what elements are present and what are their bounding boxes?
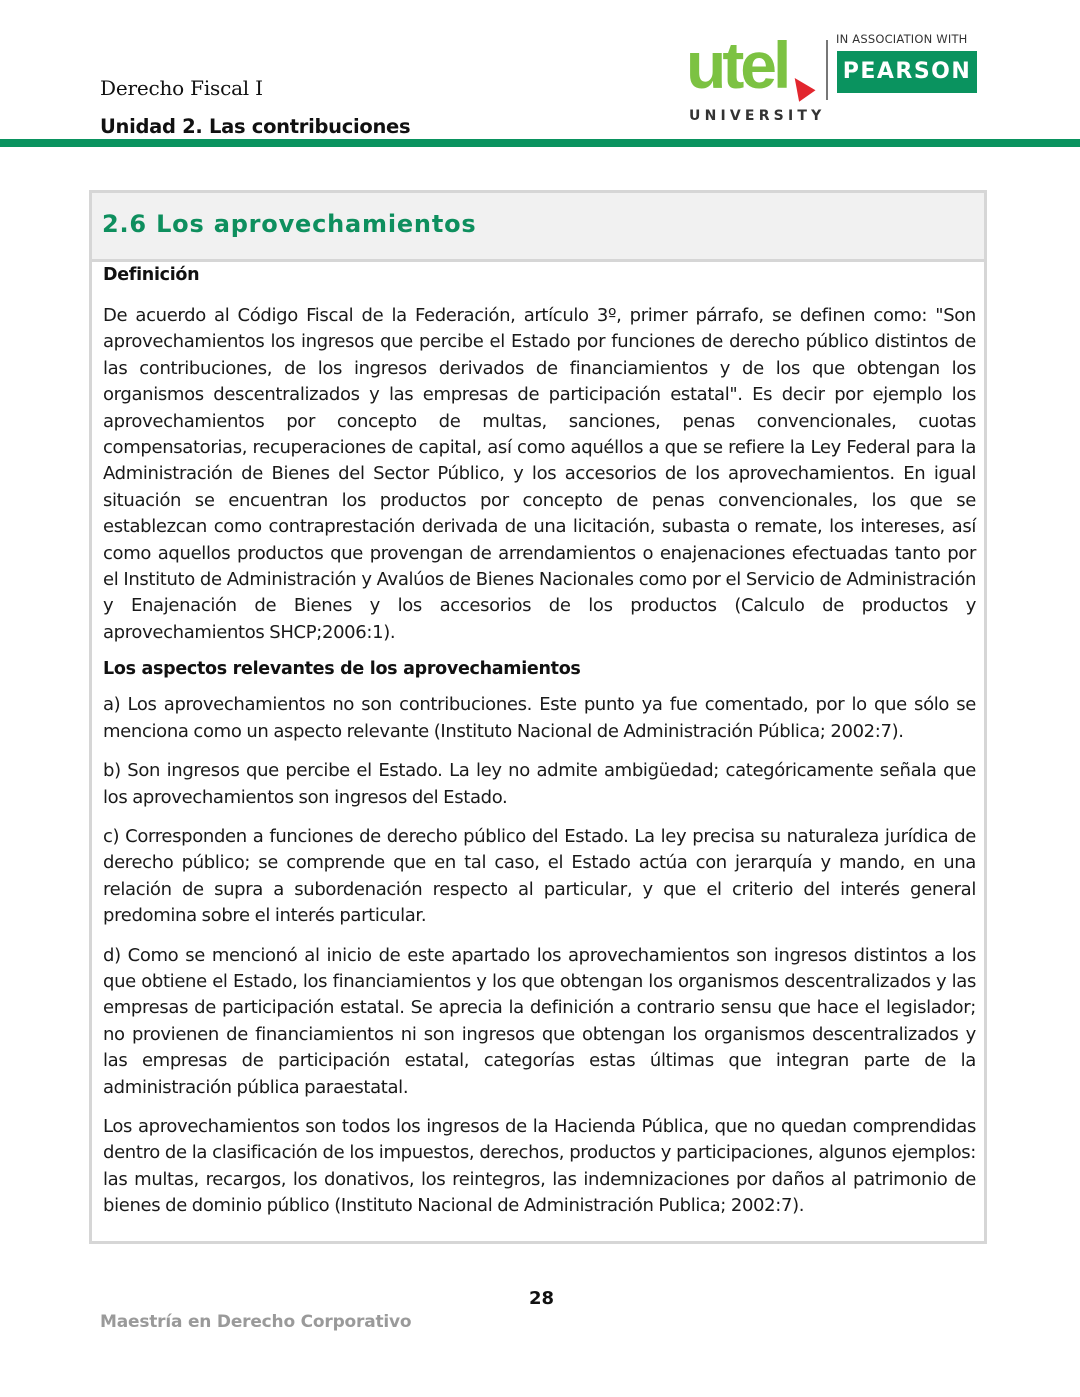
cursor-arrow-icon [786, 72, 815, 101]
closing-paragraph: Los aprovechamientos son todos los ingresos de la Hacienda Pública, que no quedan comprendidas dentro de la clasificación de los impuestos, derechos, productos y participaciones, algunos ejemplos: las multas, recargos, los donativos, los reintegros, las indemnizaciones por daños al patrimonio de bienes de dominio público (Instituto Nacional de Administración Publica; 2002:7). [103, 1115, 976, 1217]
utel-wordmark: utel [686, 28, 788, 102]
aspects-heading: Los aspectos relevantes de los aprovechamientos [103, 659, 581, 680]
program-footer: Maestría en Derecho Corporativo [100, 1312, 412, 1332]
definition-heading: Definición [103, 265, 200, 285]
logo-separator [826, 40, 828, 100]
unit-title: Unidad 2. Las contribuciones [100, 115, 411, 138]
definition-paragraph: De acuerdo al Código Fiscal de la Federación, artículo 3º, primer párrafo, se definen como: "Son aprovechamientos los ingresos que percibe el Estado por funciones de derecho público distintos de las contribuciones, de los ingresos derivados de financiamientos y de los que obtengan los organismos descentralizados y las empresas de participación estatal". Es decir por ejemplo los aprovechamientos por concepto de multas, sanciones, penas convencionales, cuotas compensatorias, recuperaciones de capital, así como aquéllos a que se refiere la Ley Federal para la Administración de Bienes del Sector Público, y los accesorios de los aprovechamientos. En igual situación se encuentran los productos por concepto de penas convencionales, los que se establezcan como contraprestación derivada de una licitación, subasta o remate, los intereses, así como aquellos productos que provengan de arrendamientos o enajenaciones efectuadas tanto por el Instituto de Administración y Avalúos de Bienes Nacionales como por el Servicio de Administración y Enajenación de Bienes y los accesorios de los productos (Calculo de productos y aprovechamientos SHCP;2006:1). [103, 305, 976, 643]
aspect-item-c: c) Corresponden a funciones de derecho público del Estado. La ley precisa su naturaleza jurídica de derecho público; se comprende que en tal caso, el Estado actúa con jerarquía y mando, en una relación de supra a subordenación respecto al particular, y que el criterio del interés general predomina sobre el interés particular. [103, 825, 976, 927]
aspect-item-b: b) Son ingresos que percibe el Estado. La ley no admite ambigüedad; categóricamente señala que los aprovechamientos son ingresos del Estado. [103, 760, 976, 808]
university-label: UNIVERSITY [689, 108, 826, 124]
association-label: IN ASSOCIATION WITH [836, 32, 968, 46]
aspect-item-a: a) Los aprovechamientos no son contribuciones. Este punto ya fue comentado, por lo que sólo se menciona como un aspecto relevante (Instituto Nacional de Administración Pública; 2002:7). [103, 694, 976, 742]
section-box [89, 190, 987, 1244]
section-header [92, 193, 984, 262]
utel-pearson-logo [686, 28, 981, 128]
header-divider [0, 139, 1080, 147]
course-title: Derecho Fiscal I [100, 76, 263, 100]
pearson-badge: PEARSON [837, 51, 977, 93]
section-content [103, 265, 976, 1220]
section-title: 2.6 Los aprovechamientos [102, 210, 477, 238]
page-number: 28 [529, 1288, 555, 1309]
aspect-item-d: d) Como se mencionó al inicio de este apartado los aprovechamientos son ingresos distintos a los que obtiene el Estado, los financiamientos y los que obtengan los organismos descentralizados y las empresas de participación estatal. Se aprecia la definición a contrario sensu que hace el legislador; no provienen de financiamientos ni son ingresos que obtengan los organismos descentralizados y las empresas de participación estatal, categorías estas últimas que integran parte de la administración pública paraestatal. [103, 944, 976, 1098]
